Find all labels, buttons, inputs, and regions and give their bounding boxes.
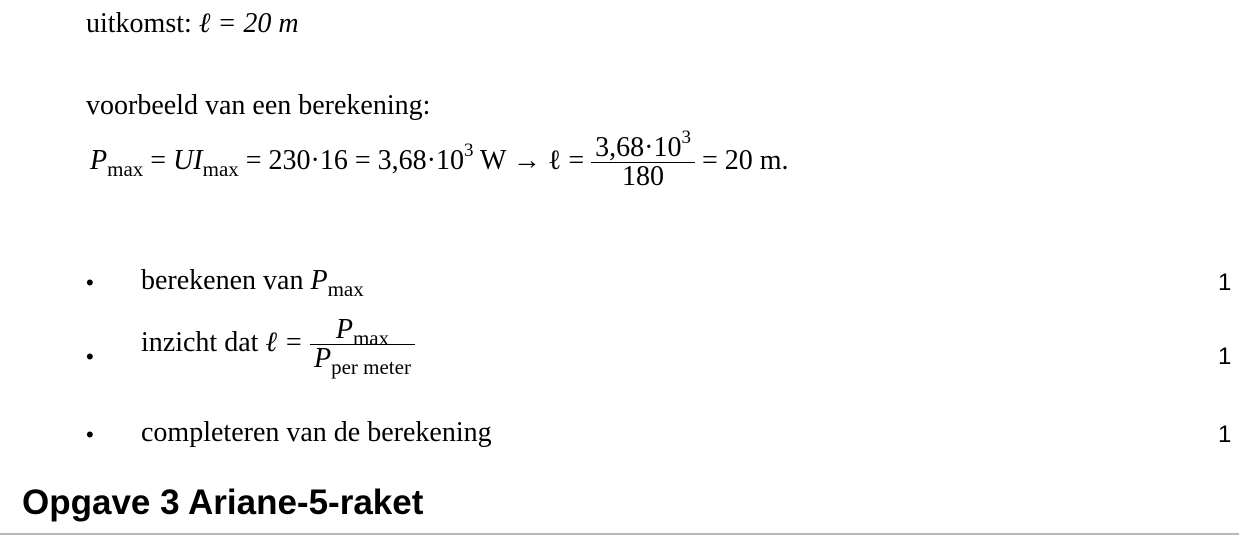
bullet-2: • [86, 344, 94, 369]
formula-unit-arrow: W → ℓ = [473, 144, 592, 176]
criterion-1 [141, 265, 364, 301]
formula-p: P [90, 144, 108, 176]
criterion-2-score: 1 [1218, 343, 1232, 370]
outcome-label: uitkomst: [86, 8, 192, 39]
section-heading: Opgave 3 Ariane-5-raket [22, 483, 424, 522]
criterion-2-text: inzicht dat [141, 326, 266, 358]
formula-fraction [591, 127, 695, 192]
fraction-numerator: $3,68\cdot 10^3$ [591, 134, 695, 163]
criterion-3-score: 1 [1218, 421, 1232, 448]
criterion-1-sub: max [327, 277, 364, 301]
outcome-value: ℓ = 20 m [198, 8, 299, 39]
formula-result: = 20 m. [694, 144, 789, 176]
formula-p-sub: max [107, 156, 144, 181]
criterion-1-symbol: P [310, 265, 328, 296]
criterion-3-text: completeren van de berekening [141, 417, 492, 448]
fraction-denominator: 180 [622, 161, 665, 192]
formula-exp: 3 [464, 139, 474, 161]
criterion-2 [141, 314, 415, 379]
bullet-1: • [86, 270, 94, 295]
criterion-2-numerator: $P_{max}$ [310, 316, 415, 345]
criterion-2-denominator: $P_{per meter}$ [313, 343, 411, 379]
formula-ui: UI [173, 144, 203, 176]
example-label: voorbeeld van een berekening: [86, 90, 431, 121]
section-divider [0, 533, 1239, 535]
bullet-3: • [86, 422, 94, 447]
example-formula [90, 127, 789, 192]
criterion-2-fraction [310, 314, 415, 379]
formula-ui-sub: max [202, 156, 239, 181]
criterion-2-lhs: ℓ = [265, 326, 310, 358]
outcome-line [86, 10, 299, 38]
criterion-1-text: berekenen van [141, 265, 311, 296]
criterion-1-score: 1 [1218, 269, 1232, 296]
formula-eq2: = 230·16 = 3,68·10 [238, 144, 464, 176]
formula-eq1: = [143, 144, 174, 176]
